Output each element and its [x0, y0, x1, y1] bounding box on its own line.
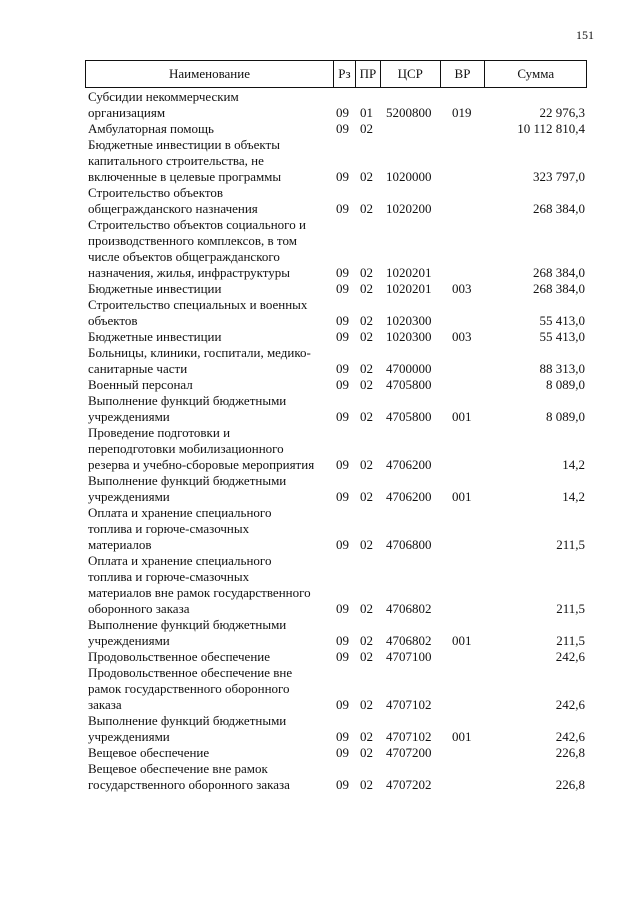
row-name — [85, 345, 334, 377]
table-row — [85, 505, 587, 553]
row-name — [85, 185, 334, 217]
row-name-line: объектов — [88, 313, 138, 328]
table-header — [85, 60, 587, 88]
row-sum: 10 112 810,4 — [517, 121, 585, 136]
row-pr: 02 — [360, 361, 373, 376]
row-name-line: Больницы, клиники, госпитали, медико- — [88, 345, 311, 360]
row-name-line: числе объектов общегражданского — [88, 249, 280, 264]
header-csr: ЦСР — [381, 61, 441, 87]
row-rz: 09 — [336, 697, 349, 712]
row-name — [85, 297, 334, 329]
row-name-line: Строительство специальных и военных — [88, 297, 308, 312]
row-sum: 226,8 — [555, 777, 585, 792]
table-row — [85, 329, 587, 345]
row-csr: 4706200 — [386, 457, 432, 472]
row-name-line: учреждениями — [88, 633, 170, 648]
table-row — [85, 665, 587, 713]
row-csr: 4706802 — [386, 633, 432, 648]
row-rz: 09 — [336, 745, 349, 760]
row-name — [85, 89, 334, 121]
row-rz: 09 — [336, 121, 349, 136]
row-sum: 242,6 — [555, 649, 585, 664]
row-csr: 4706800 — [386, 537, 432, 552]
row-vr: 001 — [452, 409, 472, 424]
row-csr: 1020201 — [386, 265, 432, 280]
row-csr: 1020300 — [386, 329, 432, 344]
row-pr: 02 — [360, 697, 373, 712]
row-name — [85, 761, 334, 793]
row-name-line: Выполнение функций бюджетными — [88, 393, 287, 408]
row-sum: 323 797,0 — [533, 169, 585, 184]
row-rz: 09 — [336, 169, 349, 184]
row-name-line: Вещевое обеспечение — [88, 745, 210, 760]
row-pr: 02 — [360, 537, 373, 552]
row-name-line: Оплата и хранение специального — [88, 505, 272, 520]
row-csr: 5200800 — [386, 105, 432, 120]
row-vr: 001 — [452, 633, 472, 648]
row-name — [85, 121, 334, 137]
row-rz: 09 — [336, 633, 349, 648]
row-name — [85, 745, 334, 761]
row-rz: 09 — [336, 649, 349, 664]
row-pr: 02 — [360, 313, 373, 328]
table-row — [85, 425, 587, 473]
row-sum: 14,2 — [562, 457, 585, 472]
row-csr: 4707200 — [386, 745, 432, 760]
row-rz: 09 — [336, 457, 349, 472]
row-name — [85, 217, 334, 281]
row-csr: 4706802 — [386, 601, 432, 616]
row-name — [85, 393, 334, 425]
row-vr: 019 — [452, 105, 472, 120]
header-rz: Рз — [334, 61, 356, 87]
row-sum: 55 413,0 — [539, 313, 585, 328]
row-name — [85, 665, 334, 713]
table-row — [85, 137, 587, 185]
row-name-line: учреждениями — [88, 489, 170, 504]
row-name-line: организациям — [88, 105, 166, 120]
row-name-line: Амбулаторная помощь — [88, 121, 214, 136]
table-row — [85, 473, 587, 505]
row-name-line: санитарные части — [88, 361, 188, 376]
row-pr: 02 — [360, 329, 373, 344]
table-row — [85, 553, 587, 617]
table-row — [85, 217, 587, 281]
table-body — [85, 89, 587, 793]
row-name-line: Продовольственное обеспечение — [88, 649, 270, 664]
header-name: Наименование — [86, 61, 334, 87]
row-csr: 1020300 — [386, 313, 432, 328]
row-rz: 09 — [336, 329, 349, 344]
row-pr: 02 — [360, 281, 373, 296]
row-vr: 001 — [452, 489, 472, 504]
row-vr: 003 — [452, 281, 472, 296]
row-rz: 09 — [336, 489, 349, 504]
row-name-line: переподготовки мобилизационного — [88, 441, 284, 456]
row-sum: 55 413,0 — [539, 329, 585, 344]
row-name — [85, 137, 334, 185]
row-vr: 003 — [452, 329, 472, 344]
row-pr: 02 — [360, 601, 373, 616]
row-name-line: назначения, жилья, инфраструктуры — [88, 265, 291, 280]
row-sum: 211,5 — [556, 633, 585, 648]
row-name-line: государственного оборонного заказа — [88, 777, 290, 792]
row-name-line: материалов — [88, 537, 152, 552]
row-pr: 02 — [360, 169, 373, 184]
row-pr: 01 — [360, 105, 373, 120]
table-row — [85, 617, 587, 649]
row-sum: 268 384,0 — [533, 265, 585, 280]
row-pr: 02 — [360, 777, 373, 792]
row-csr: 4705800 — [386, 377, 432, 392]
row-csr: 1020000 — [386, 169, 432, 184]
row-name-line: Бюджетные инвестиции — [88, 281, 222, 296]
row-name — [85, 713, 334, 745]
row-name — [85, 649, 334, 665]
row-name-line: заказа — [88, 697, 122, 712]
row-rz: 09 — [336, 201, 349, 216]
row-rz: 09 — [336, 409, 349, 424]
row-sum: 8 089,0 — [546, 377, 585, 392]
row-rz: 09 — [336, 601, 349, 616]
header-vr: ВР — [441, 61, 486, 87]
row-csr: 1020201 — [386, 281, 432, 296]
table-row — [85, 377, 587, 393]
row-csr: 4706200 — [386, 489, 432, 504]
row-pr: 02 — [360, 409, 373, 424]
row-vr: 001 — [452, 729, 472, 744]
row-name-line: топлива и горюче-смазочных — [88, 569, 250, 584]
row-name — [85, 281, 334, 297]
row-name — [85, 329, 334, 345]
row-name-line: Военный персонал — [88, 377, 193, 392]
row-name-line: учреждениями — [88, 409, 170, 424]
row-name-line: общегражданского назначения — [88, 201, 258, 216]
row-name-line: Выполнение функций бюджетными — [88, 473, 287, 488]
header-pr: ПР — [356, 61, 381, 87]
row-pr: 02 — [360, 377, 373, 392]
row-csr: 1020200 — [386, 201, 432, 216]
table-row — [85, 297, 587, 329]
row-sum: 14,2 — [562, 489, 585, 504]
row-rz: 09 — [336, 361, 349, 376]
row-name-line: Субсидии некоммерческим — [88, 89, 239, 104]
row-csr: 4707102 — [386, 697, 432, 712]
row-name-line: оборонного заказа — [88, 601, 190, 616]
row-csr: 4705800 — [386, 409, 432, 424]
row-name-line: капитального строительства, не — [88, 153, 264, 168]
row-name-line: резерва и учебно-сборовые мероприятия — [88, 457, 315, 472]
row-name-line: Бюджетные инвестиции — [88, 329, 222, 344]
row-name — [85, 553, 334, 617]
table-row — [85, 745, 587, 761]
row-name-line: включенные в целевые программы — [88, 169, 282, 184]
row-pr: 02 — [360, 457, 373, 472]
row-name-line: Вещевое обеспечение вне рамок — [88, 761, 268, 776]
row-pr: 02 — [360, 121, 373, 136]
row-rz: 09 — [336, 281, 349, 296]
row-sum: 268 384,0 — [533, 201, 585, 216]
row-rz: 09 — [336, 377, 349, 392]
row-sum: 268 384,0 — [533, 281, 585, 296]
table-row — [85, 345, 587, 377]
budget-table — [85, 60, 587, 793]
row-name-line: Оплата и хранение специального — [88, 553, 272, 568]
row-name-line: Строительство объектов социального и — [88, 217, 306, 232]
header-sum: Сумма — [517, 66, 555, 81]
row-name — [85, 617, 334, 649]
row-pr: 02 — [360, 489, 373, 504]
row-sum: 226,8 — [555, 745, 585, 760]
row-name-line: производственного комплексов, в том — [88, 233, 297, 248]
row-pr: 02 — [360, 265, 373, 280]
row-name-line: топлива и горюче-смазочных — [88, 521, 250, 536]
table-row — [85, 393, 587, 425]
row-name-line: Продовольственное обеспечение вне — [88, 665, 293, 680]
row-sum: 8 089,0 — [546, 409, 585, 424]
row-name — [85, 473, 334, 505]
row-name-line: материалов вне рамок государственного — [88, 585, 311, 600]
table-row — [85, 185, 587, 217]
row-csr: 4700000 — [386, 361, 432, 376]
table-row — [85, 761, 587, 793]
page-number: 151 — [576, 28, 594, 42]
table-row — [85, 89, 587, 121]
row-name-line: Выполнение функций бюджетными — [88, 617, 287, 632]
row-name — [85, 505, 334, 553]
row-pr: 02 — [360, 745, 373, 760]
row-name-line: рамок государственного оборонного — [88, 681, 290, 696]
row-rz: 09 — [336, 105, 349, 120]
row-rz: 09 — [336, 777, 349, 792]
row-csr: 4707202 — [386, 777, 432, 792]
row-rz: 09 — [336, 313, 349, 328]
row-name-line: Выполнение функций бюджетными — [88, 713, 287, 728]
row-name-line: Строительство объектов — [88, 185, 223, 200]
row-name-line: учреждениями — [88, 729, 170, 744]
row-pr: 02 — [360, 201, 373, 216]
row-name — [85, 377, 334, 393]
row-csr: 4707100 — [386, 649, 432, 664]
table-row — [85, 713, 587, 745]
row-sum: 242,6 — [555, 729, 585, 744]
row-pr: 02 — [360, 649, 373, 664]
row-sum: 22 976,3 — [539, 105, 585, 120]
row-sum: 211,5 — [556, 537, 585, 552]
row-rz: 09 — [336, 729, 349, 744]
row-name-line: Бюджетные инвестиции в объекты — [88, 137, 280, 152]
row-name-line: Проведение подготовки и — [88, 425, 231, 440]
row-csr: 4707102 — [386, 729, 432, 744]
table-row — [85, 649, 587, 665]
row-name — [85, 425, 334, 473]
row-sum: 242,6 — [555, 697, 585, 712]
table-row — [85, 121, 587, 137]
row-rz: 09 — [336, 265, 349, 280]
row-pr: 02 — [360, 633, 373, 648]
row-sum: 211,5 — [556, 601, 585, 616]
table-row — [85, 281, 587, 297]
row-sum: 88 313,0 — [539, 361, 585, 376]
row-rz: 09 — [336, 537, 349, 552]
row-pr: 02 — [360, 729, 373, 744]
